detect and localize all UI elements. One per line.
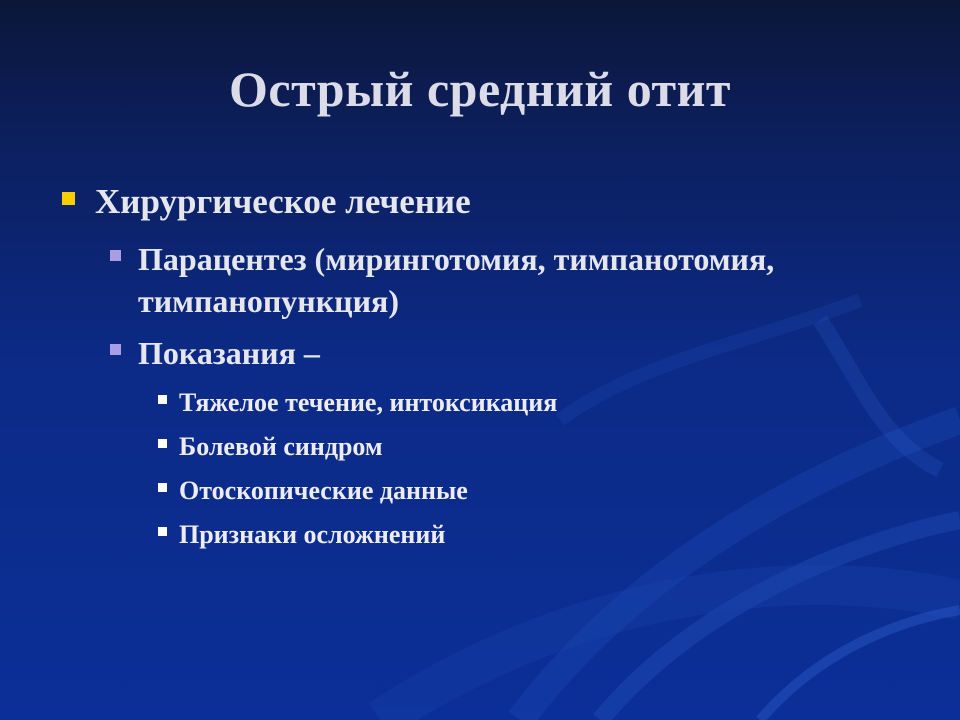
level3-item-severe-course: Тяжелое течение, интоксикация [179, 388, 558, 417]
level3-bullet-square [158, 483, 167, 492]
level1-item-surgical-treatment: Хирургическое лечение [95, 182, 471, 221]
level3-bullet-square [158, 527, 167, 536]
level2-item-indications: Показания – [138, 335, 320, 371]
level3-bullet-square [158, 439, 167, 448]
level2-bullet-square [110, 250, 121, 261]
level2-item-paracentesis-line1: Парацентез (миринготомия, тимпанотомия, [138, 241, 775, 277]
level3-item-otoscopic-data: Отоскопические данные [179, 476, 468, 505]
level3-bullet-square [158, 395, 167, 404]
level3-item-complication-signs: Признаки осложнений [179, 520, 446, 549]
level2-item-paracentesis [138, 238, 774, 322]
level3-item-pain-syndrome: Болевой синдром [179, 432, 383, 461]
slide-title: Острый средний отит [229, 61, 731, 117]
level2-bullet-square [110, 344, 121, 355]
level1-bullet-square [62, 192, 75, 205]
level2-item-paracentesis-line2: тимпанопункция) [138, 283, 399, 319]
